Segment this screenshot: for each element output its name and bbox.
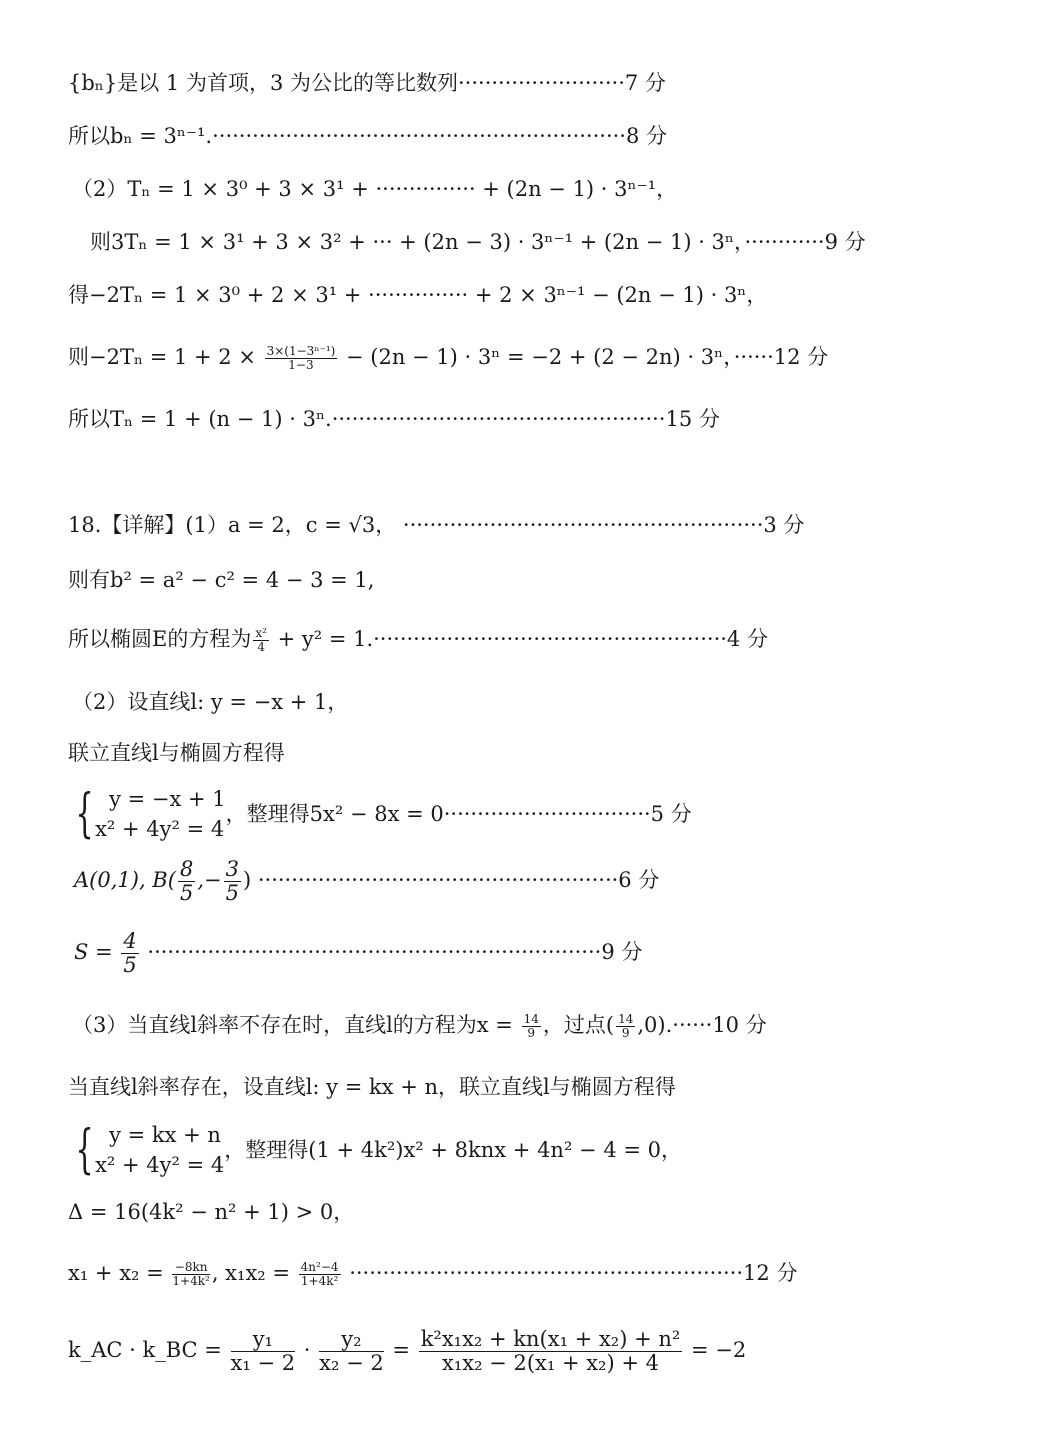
line-13 xyxy=(68,784,692,844)
fraction xyxy=(522,1013,541,1040)
line-6-pre: 则−2Tₙ = 1 + 2 × xyxy=(68,345,263,369)
fraction xyxy=(172,1261,209,1288)
line-10-post: + y² = 1.·····················································4 分 xyxy=(270,627,768,651)
fraction xyxy=(319,1328,384,1375)
line-20-post: ···························································12 分 xyxy=(342,1261,798,1285)
line-6-post: − (2n − 1) · 3ⁿ = −2 + (2 − 2n) · 3ⁿ，······12 分 xyxy=(339,345,829,369)
fraction-denominator: x₂ − 2 xyxy=(319,1351,384,1376)
fraction-denominator: 1+4k² xyxy=(172,1274,210,1288)
brace-icon: { xyxy=(75,1120,94,1180)
line-20-mid: , x₁x₂ = xyxy=(211,1261,297,1285)
line-2: 所以bₙ = 3ⁿ⁻¹.······························································8 分 xyxy=(68,124,668,148)
fraction-denominator: 5 xyxy=(225,881,239,906)
equation-system xyxy=(95,784,226,844)
line-21-mid: · xyxy=(297,1338,318,1363)
fraction-denominator: 1−3 xyxy=(288,358,314,372)
line-20-pre: x₁ + x₂ = xyxy=(68,1261,171,1285)
line-9: 则有b² = a² − c² = 4 − 3 = 1, xyxy=(68,568,375,592)
fraction-numerator: 4 xyxy=(123,929,137,953)
fraction-numerator: 4n²−4 xyxy=(300,1259,339,1274)
fraction-numerator: y₂ xyxy=(319,1328,384,1352)
fraction xyxy=(231,1328,296,1375)
system-row-2: x² + 4y² = 4 xyxy=(95,817,225,841)
line-12: 联立直线l与椭圆方程得 xyxy=(68,741,285,765)
fraction-numerator: k²x₁x₂ + kn(x₁ + x₂) + n² xyxy=(420,1327,681,1351)
brace-icon: { xyxy=(75,784,94,844)
line-11: （2）设直线l: y = −x + 1， xyxy=(72,690,349,714)
fraction xyxy=(299,1261,341,1288)
system-row-2: x² + 4y² = 4 xyxy=(95,1153,225,1177)
fraction xyxy=(253,627,269,654)
fraction-denominator: 9 xyxy=(621,1026,630,1040)
line-13-post: ，整理得5x² − 8x = 0·······························5 分 xyxy=(225,802,692,826)
line-21-post: = −2 xyxy=(684,1338,747,1363)
line-14-post: ) ······················································6 分 xyxy=(242,868,660,893)
line-4: 则3Tₙ = 1 × 3¹ + 3 × 3² + ··· + (2n − 3) · 3ⁿ⁻¹ + (2n − 1) · 3ⁿ，············9 分 xyxy=(90,230,866,254)
fraction xyxy=(616,1013,635,1040)
line-21-pre: k_AC · k_BC = xyxy=(68,1338,229,1363)
fraction-numerator: −8kn xyxy=(172,1261,209,1275)
system-row-1: y = −x + 1 xyxy=(109,787,226,811)
fraction xyxy=(265,345,338,372)
fraction-denominator: 5 xyxy=(123,953,137,978)
fraction-denominator: 9 xyxy=(527,1026,536,1040)
fraction xyxy=(178,858,195,905)
line-14-pre: A(0,1), B( xyxy=(74,868,176,893)
fraction xyxy=(121,930,138,977)
line-14-mid: ,− xyxy=(197,868,222,893)
line-16-post: ,0).······10 分 xyxy=(637,1013,767,1037)
line-10 xyxy=(68,624,768,654)
line-15-post: ····································································9 分 xyxy=(140,940,643,965)
fraction xyxy=(224,858,241,905)
system-row-1: y = kx + n xyxy=(109,1123,221,1147)
line-16-pre: （3）当直线l斜率不存在时，直线l的方程为x = xyxy=(72,1013,520,1037)
fraction-numerator: y₁ xyxy=(231,1328,296,1352)
line-15 xyxy=(74,930,642,977)
line-15-pre: S = xyxy=(74,940,120,965)
fraction xyxy=(419,1328,683,1375)
line-16-mid: ，过点( xyxy=(542,1013,615,1037)
equation-system xyxy=(95,1120,224,1180)
fraction-numerator: 14 xyxy=(618,1011,634,1026)
fraction-denominator: x₁ − 2 xyxy=(230,1351,296,1376)
fraction-numerator: 14 xyxy=(523,1011,539,1026)
line-16 xyxy=(72,1010,767,1040)
line-19: Δ = 16(4k² − n² + 1) > 0， xyxy=(68,1200,355,1224)
line-14 xyxy=(74,858,659,905)
line-5: 得−2Tₙ = 1 × 3⁰ + 2 × 3¹ + ··············· + 2 × 3ⁿ⁻¹ − (2n − 1) · 3ⁿ， xyxy=(68,283,768,307)
line-21 xyxy=(68,1328,746,1375)
fraction-numerator: 3×(1−3ⁿ⁻¹) xyxy=(266,343,336,358)
line-6 xyxy=(68,342,828,372)
fraction-numerator: 3 xyxy=(225,857,239,881)
fraction-numerator: x² xyxy=(255,625,267,640)
line-17: 当直线l斜率存在，设直线l: y = kx + n，联立直线l与椭圆方程得 xyxy=(68,1075,676,1099)
fraction-denominator: 4 xyxy=(257,640,265,654)
line-3: （2）Tₙ = 1 × 3⁰ + 3 × 3¹ + ··············· + (2n − 1) · 3ⁿ⁻¹， xyxy=(72,177,678,201)
line-21-eq: = xyxy=(385,1338,417,1363)
line-7: 所以Tₙ = 1 + (n − 1) · 3ⁿ.··················································15 分 xyxy=(68,407,720,431)
line-18-post: ，整理得(1 + 4k²)x² + 8knx + 4n² − 4 = 0， xyxy=(224,1138,682,1162)
fraction-denominator: 1+4k² xyxy=(300,1274,339,1288)
line-1: {bₙ}是以 1 为首项，3 为公比的等比数列·························7 分 xyxy=(68,71,666,95)
line-20 xyxy=(68,1258,797,1288)
line-18 xyxy=(68,1120,682,1180)
line-8: 18.【详解】(1）a = 2，c = √3， ······················································3 分 xyxy=(68,513,805,537)
fraction-denominator: 5 xyxy=(179,881,194,906)
line-10-pre: 所以椭圆E的方程为 xyxy=(68,627,252,651)
fraction-numerator: 8 xyxy=(179,857,194,881)
fraction-denominator: x₁x₂ − 2(x₁ + x₂) + 4 xyxy=(441,1351,659,1376)
